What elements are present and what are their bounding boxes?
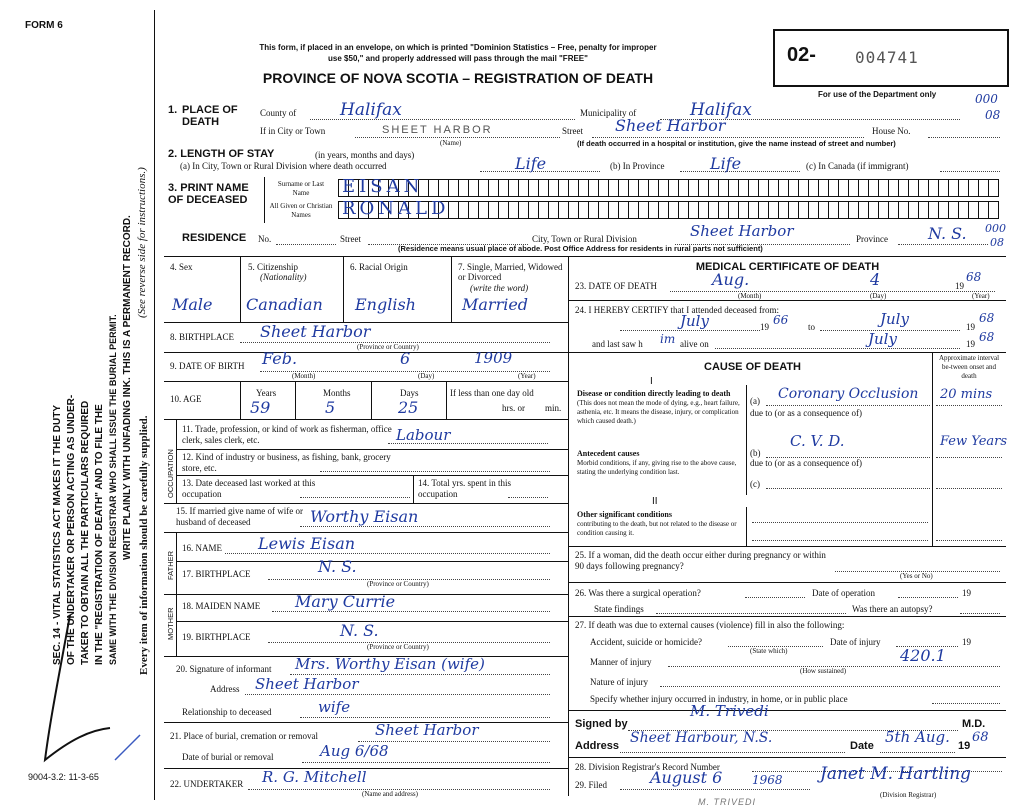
direct-cause-label: Disease or condition directly leading to death [577, 389, 731, 398]
city-value[interactable]: SHEET HARBOR [382, 124, 493, 136]
signed-year[interactable]: 68 [972, 730, 989, 745]
father-name-label: 16. NAME [182, 543, 222, 553]
sex-value[interactable]: Male [172, 295, 213, 314]
injury-year-prefix: 19 [962, 637, 971, 647]
spouse-label: 15. If married give name of wife or husband of deceased [176, 506, 303, 527]
antecedent-label: Antecedent causes [577, 449, 640, 458]
other-conditions-label: Other significant conditions [577, 510, 672, 519]
hours-label: hrs. or [502, 403, 525, 413]
dob-year[interactable]: 1909 [474, 349, 513, 367]
birthplace-label: 8. BIRTHPLACE [170, 332, 234, 342]
how-sustained-caption: (How sustained) [800, 667, 847, 675]
medical-certificate-heading: MEDICAL CERTIFICATE OF DEATH [695, 261, 880, 273]
under-day-label: If less than one day old [450, 388, 534, 398]
left-border [154, 10, 155, 800]
father-birthplace-value[interactable]: N. S. [318, 557, 357, 576]
citizenship-value[interactable]: Canadian [246, 295, 323, 314]
sex-label: 4. Sex [170, 262, 193, 272]
mother-birthplace-label: 19. BIRTHPLACE [182, 632, 251, 642]
classification-code: 420.1 [900, 646, 946, 665]
attended-from-year[interactable]: 66 [773, 313, 789, 327]
residence-city-value[interactable]: Sheet Harbor [690, 222, 794, 240]
death-year[interactable]: 68 [966, 270, 982, 284]
cause-b-label: (b) [750, 448, 761, 458]
surname-label: Surname or Last Name [277, 180, 325, 197]
dob-month[interactable]: Feb. [262, 349, 298, 368]
stay-province-value[interactable]: Life [710, 154, 742, 173]
municipality-label: Municipality of [580, 108, 637, 118]
side-instruction-7: (See reverse side for instructions.) [136, 167, 148, 318]
father-side-label: FATHER [166, 550, 175, 580]
registration-number: 004741 [855, 48, 919, 67]
birthplace-value[interactable]: Sheet Harbor [260, 322, 371, 341]
residence-street-label: Street [340, 234, 361, 244]
side-instruction-8: Every item of information should be carefully supplied. [138, 415, 150, 675]
father-birthplace-label: 17. BIRTHPLACE [182, 569, 251, 579]
state-which-caption: (State which) [750, 647, 788, 655]
industry-label: 12. Kind of industry or business, as fishing, bank, grocery store, etc. [182, 452, 391, 473]
cause-of-death-heading: CAUSE OF DEATH [704, 361, 801, 373]
form-code: 9004-3.2: 11-3-65 [28, 772, 99, 782]
given-names-label: All Given or Christian Names [269, 202, 333, 219]
side-instruction-4: IN THE "REGISTRATION OF DEATH" AND TO FILE THE [94, 404, 105, 665]
age-label: 10. AGE [170, 394, 202, 404]
side-instruction-6: WRITE PLAINLY WITH UNFADING INK. THIS IS A PERMANENT RECORD. [122, 215, 133, 560]
death-day[interactable]: 4 [870, 270, 881, 289]
cause-a-value[interactable]: Coronary Occlusion [778, 386, 919, 402]
alive-on-label: alive on [680, 339, 709, 349]
undertaker-caption: (Name and address) [362, 790, 418, 798]
informant-address-value[interactable]: Sheet Harbor [255, 675, 359, 693]
antecedent-note: Morbid conditions, if any, giving rise to the above cause, stating the underlying condition last. [577, 459, 737, 476]
city-name-caption: (Name) [440, 139, 462, 147]
municipality-value[interactable]: Halifax [690, 100, 752, 120]
state-findings-label: State findings [594, 604, 644, 614]
age-days-value[interactable]: 25 [398, 398, 419, 417]
residence-province-value[interactable]: N. S. [928, 224, 967, 243]
attended-to-label: to [808, 322, 816, 332]
mother-name-value[interactable]: Mary Currie [295, 592, 396, 611]
father-name-value[interactable]: Lewis Eisan [258, 534, 356, 553]
last-seen-year[interactable]: 68 [979, 330, 995, 344]
mother-birthplace-caption: (Province or Country) [367, 643, 429, 651]
marital-status-note: (write the word) [470, 283, 529, 293]
date-of-birth-label: 9. DATE OF BIRTH [170, 361, 245, 371]
registrar-signature[interactable]: Janet M. Hartling [820, 764, 972, 784]
side-instruction-5: SAME WITH THE DIVISION REGISTRAR WHO SHALL ISSUE THE BURIAL PERMIT. [108, 314, 118, 665]
registrar-caption: (Division Registrar) [880, 791, 937, 799]
mother-side-label: MOTHER [166, 607, 175, 640]
department-use-label: For use of the Department only [818, 90, 937, 99]
total-years-label: 14. Total yrs. spent in this occupation [418, 478, 511, 499]
residence-code-2: 08 [990, 236, 1004, 249]
attended-to-year-prefix: 19 [966, 322, 975, 332]
filed-year[interactable]: 1968 [752, 773, 783, 787]
registration-prefix: 02- [787, 44, 816, 66]
certify-label: 24. I HEREBY CERTIFY that I attended deceased from: [575, 305, 779, 315]
burial-place-label: 21. Place of burial, cremation or removal [170, 731, 318, 741]
birthplace-caption: (Province or Country) [357, 343, 419, 351]
county-label: County of [260, 108, 297, 118]
record-number-label: 28. Division Registrar's Record Number [575, 762, 720, 772]
signed-by-label: Signed by [575, 718, 628, 730]
manner-of-injury-label: Manner of injury [590, 657, 652, 667]
signed-by-value[interactable]: M. Trivedi [690, 702, 769, 720]
informant-signature-label: 20. Signature of informant [176, 664, 272, 674]
due-to-b: due to (or as a consequence of) [750, 458, 862, 468]
informant-signature-value[interactable]: Mrs. Worthy Eisan (wife) [295, 655, 485, 673]
surgery-question: 26. Was there a surgical operation? [575, 588, 701, 598]
residence-no-label: No. [258, 234, 272, 244]
side-instruction-1: SEC. 14 - VITAL STATISTICS ACT MAKES IT THE DUTY [52, 404, 63, 665]
street-label: Street [562, 126, 583, 136]
cause-a-label: (a) [750, 396, 760, 406]
death-month[interactable]: Aug. [712, 270, 750, 289]
dob-day-caption: (Day) [418, 372, 435, 380]
physician-stamp: M. TRIVEDI [698, 797, 757, 807]
md-label: M.D. [962, 718, 986, 730]
marital-status-label: 7. Single, Married, Widowed or Divorced [458, 262, 563, 282]
other-conditions-note: contributing to the death, but not related to the disease or condition causing it. [577, 520, 737, 537]
age-years-label: Years [256, 388, 277, 398]
form-number: FORM 6 [25, 20, 63, 31]
surname-value[interactable]: EISAN [342, 176, 424, 197]
pregnancy-yes-no: (Yes or No) [900, 572, 933, 580]
operation-year-prefix: 19 [962, 588, 971, 598]
burial-place-value[interactable]: Sheet Harbor [375, 721, 479, 739]
dob-day[interactable]: 6 [400, 349, 411, 368]
pregnancy-question: 25. If a woman, did the death occur either during pregnancy or within 90 days following pregnancy? [575, 550, 826, 571]
city-label: If in City or Town [260, 126, 326, 136]
direct-cause-note: (This does not mean the mode of dying, e.g., heart failure, asthenia, etc. It means the disease, injury, or complication which caused death.) [577, 399, 740, 425]
attended-from-year-prefix: 19 [760, 322, 769, 332]
residence-label: RESIDENCE [182, 232, 247, 244]
physician-address-value[interactable]: Sheet Harbour, N.S. [630, 730, 773, 746]
residence-city-label: City, Town or Rural Division [532, 234, 637, 244]
marital-status-value[interactable]: Married [462, 295, 529, 314]
filed-date[interactable]: August 6 [650, 768, 723, 787]
relationship-value[interactable]: wife [318, 698, 351, 716]
burial-date-label: Date of burial or removal [182, 752, 274, 762]
side-instruction-3: TAKER TO OBTAIN ALL THE PARTICULARS REQUIRED [80, 400, 91, 665]
occupation-side-label: OCCUPATION [166, 449, 175, 498]
mother-birthplace-value[interactable]: N. S. [340, 621, 379, 640]
mail-notice-2: use $50," and properly addressed will pass through the mail "FREE" [328, 54, 588, 63]
date-of-death-label: 23. DATE OF DEATH [575, 281, 657, 291]
specify-place-label: Specify whether injury occurred in industry, in home, or in public place [590, 694, 848, 704]
cause-a-interval[interactable]: 20 mins [940, 387, 993, 402]
burial-date-value[interactable]: Aug 6/68 [320, 742, 389, 760]
section-two-label: II [652, 496, 658, 507]
dob-month-caption: (Month) [292, 372, 316, 380]
due-to-a: due to (or as a consequence of) [750, 408, 862, 418]
letter-box [988, 179, 999, 197]
attended-to-year[interactable]: 68 [979, 311, 995, 325]
residence-province-label: Province [856, 234, 888, 244]
racial-origin-value[interactable]: English [355, 295, 416, 314]
attended-to-month[interactable]: July [880, 310, 909, 328]
age-months-value[interactable]: 5 [325, 398, 336, 417]
death-month-caption: (Month) [738, 292, 762, 300]
length-of-stay-note: (in years, months and days) [315, 150, 415, 160]
department-code-1: 000 [975, 92, 998, 106]
signed-year-prefix: 19 [958, 740, 971, 752]
racial-origin-label: 6. Racial Origin [350, 262, 408, 272]
mail-notice-1: This form, if placed in an envelope, on which is printed "Dominion Statistics – Free, penalty for improper [259, 43, 657, 52]
cause-c-label: (c) [750, 479, 760, 489]
death-year-caption: (Year) [972, 292, 990, 300]
age-days-label: Days [400, 388, 419, 398]
house-number-label: House No. [872, 126, 911, 136]
side-instruction-2: OF THE UNDERTAKER OR PERSON ACTING AS UNDER- [66, 394, 77, 665]
external-causes-label: 27. If death was due to external causes (violence) fill in also the following: [575, 620, 845, 630]
physician-address-label: Address [575, 740, 620, 752]
county-value[interactable]: Halifax [340, 100, 402, 120]
father-birthplace-caption: (Province or Country) [367, 580, 429, 588]
residence-note: (Residence means usual place of abode. Post Office Address for residents in rural parts not sufficient) [398, 244, 763, 253]
section-one-label: I [650, 376, 653, 387]
undertaker-value[interactable]: R. G. Mitchell [262, 768, 367, 786]
cause-b-interval[interactable]: Few Years [940, 434, 1008, 449]
signed-date-label: Date [850, 740, 874, 752]
stay-canada-label: (c) In Canada (if immigrant) [806, 161, 909, 171]
trade-label: 11. Trade, profession, or kind of work as fisherman, office clerk, sales clerk, etc. [182, 424, 392, 445]
street-value[interactable]: Sheet Harbor [615, 116, 726, 135]
age-months-label: Months [323, 388, 351, 398]
residence-code-1: 000 [985, 222, 1006, 235]
informant-address-label: Address [210, 684, 240, 694]
death-day-caption: (Day) [870, 292, 887, 300]
death-year-prefix: 19 [955, 281, 964, 291]
cause-b-value[interactable]: C. V. D. [790, 432, 845, 450]
undertaker-label: 22. UNDERTAKER [170, 779, 244, 789]
spouse-value[interactable]: Worthy Eisan [310, 507, 419, 526]
filed-label: 29. Filed [575, 780, 608, 790]
department-code-2: 08 [985, 108, 1001, 122]
signed-date-value[interactable]: 5th Aug. [885, 728, 950, 746]
citizenship-label: 5. Citizenship [248, 262, 298, 272]
operation-date-label: Date of operation [812, 588, 875, 598]
last-seen-year-prefix: 19 [966, 339, 975, 349]
place-of-death-label: PLACE OF DEATH [182, 104, 238, 128]
stay-city-label: (a) In City, Town or Rural Division where death occurred [180, 161, 387, 171]
stay-province-label: (b) In Province [610, 161, 665, 171]
last-seen-pronoun[interactable]: im [660, 332, 676, 346]
letter-box [988, 201, 999, 219]
minutes-label: min. [545, 403, 562, 413]
registration-number-box [773, 29, 1009, 87]
print-name-label: 3. PRINT NAME OF DECEASED [168, 182, 249, 206]
dob-year-caption: (Year) [518, 372, 536, 380]
place-label-no: 1. [168, 104, 178, 116]
citizenship-note: (Nationality) [260, 272, 307, 282]
last-seen-label: and last saw h [592, 339, 643, 349]
pen-mark-icon [30, 610, 150, 780]
relationship-label: Relationship to deceased [182, 707, 272, 717]
injury-date-label: Date of injury [830, 637, 881, 647]
last-seen-date[interactable]: July [868, 330, 897, 348]
hospital-note: (If death occurred in a hospital or institution, give the name instead of street and number) [577, 139, 896, 148]
stay-city-value[interactable]: Life [515, 154, 547, 173]
length-of-stay-label: 2. LENGTH OF STAY [168, 148, 275, 160]
attended-from-month[interactable]: July [680, 312, 709, 330]
trade-value[interactable]: Labour [396, 426, 451, 444]
age-years-value[interactable]: 59 [250, 398, 271, 417]
autopsy-question: Was there an autopsy? [852, 604, 933, 614]
accident-question: Accident, suicide or homicide? [590, 637, 702, 647]
interval-label: Approximate interval be-tween onset and death [938, 354, 1000, 380]
last-worked-label: 13. Date deceased last worked at this occupation [182, 478, 316, 499]
mother-name-label: 18. MAIDEN NAME [182, 601, 261, 611]
nature-of-injury-label: Nature of injury [590, 677, 648, 687]
form-title: PROVINCE OF NOVA SCOTIA – REGISTRATION OF DEATH [262, 70, 654, 86]
given-names-value[interactable]: RONALD [342, 198, 450, 219]
